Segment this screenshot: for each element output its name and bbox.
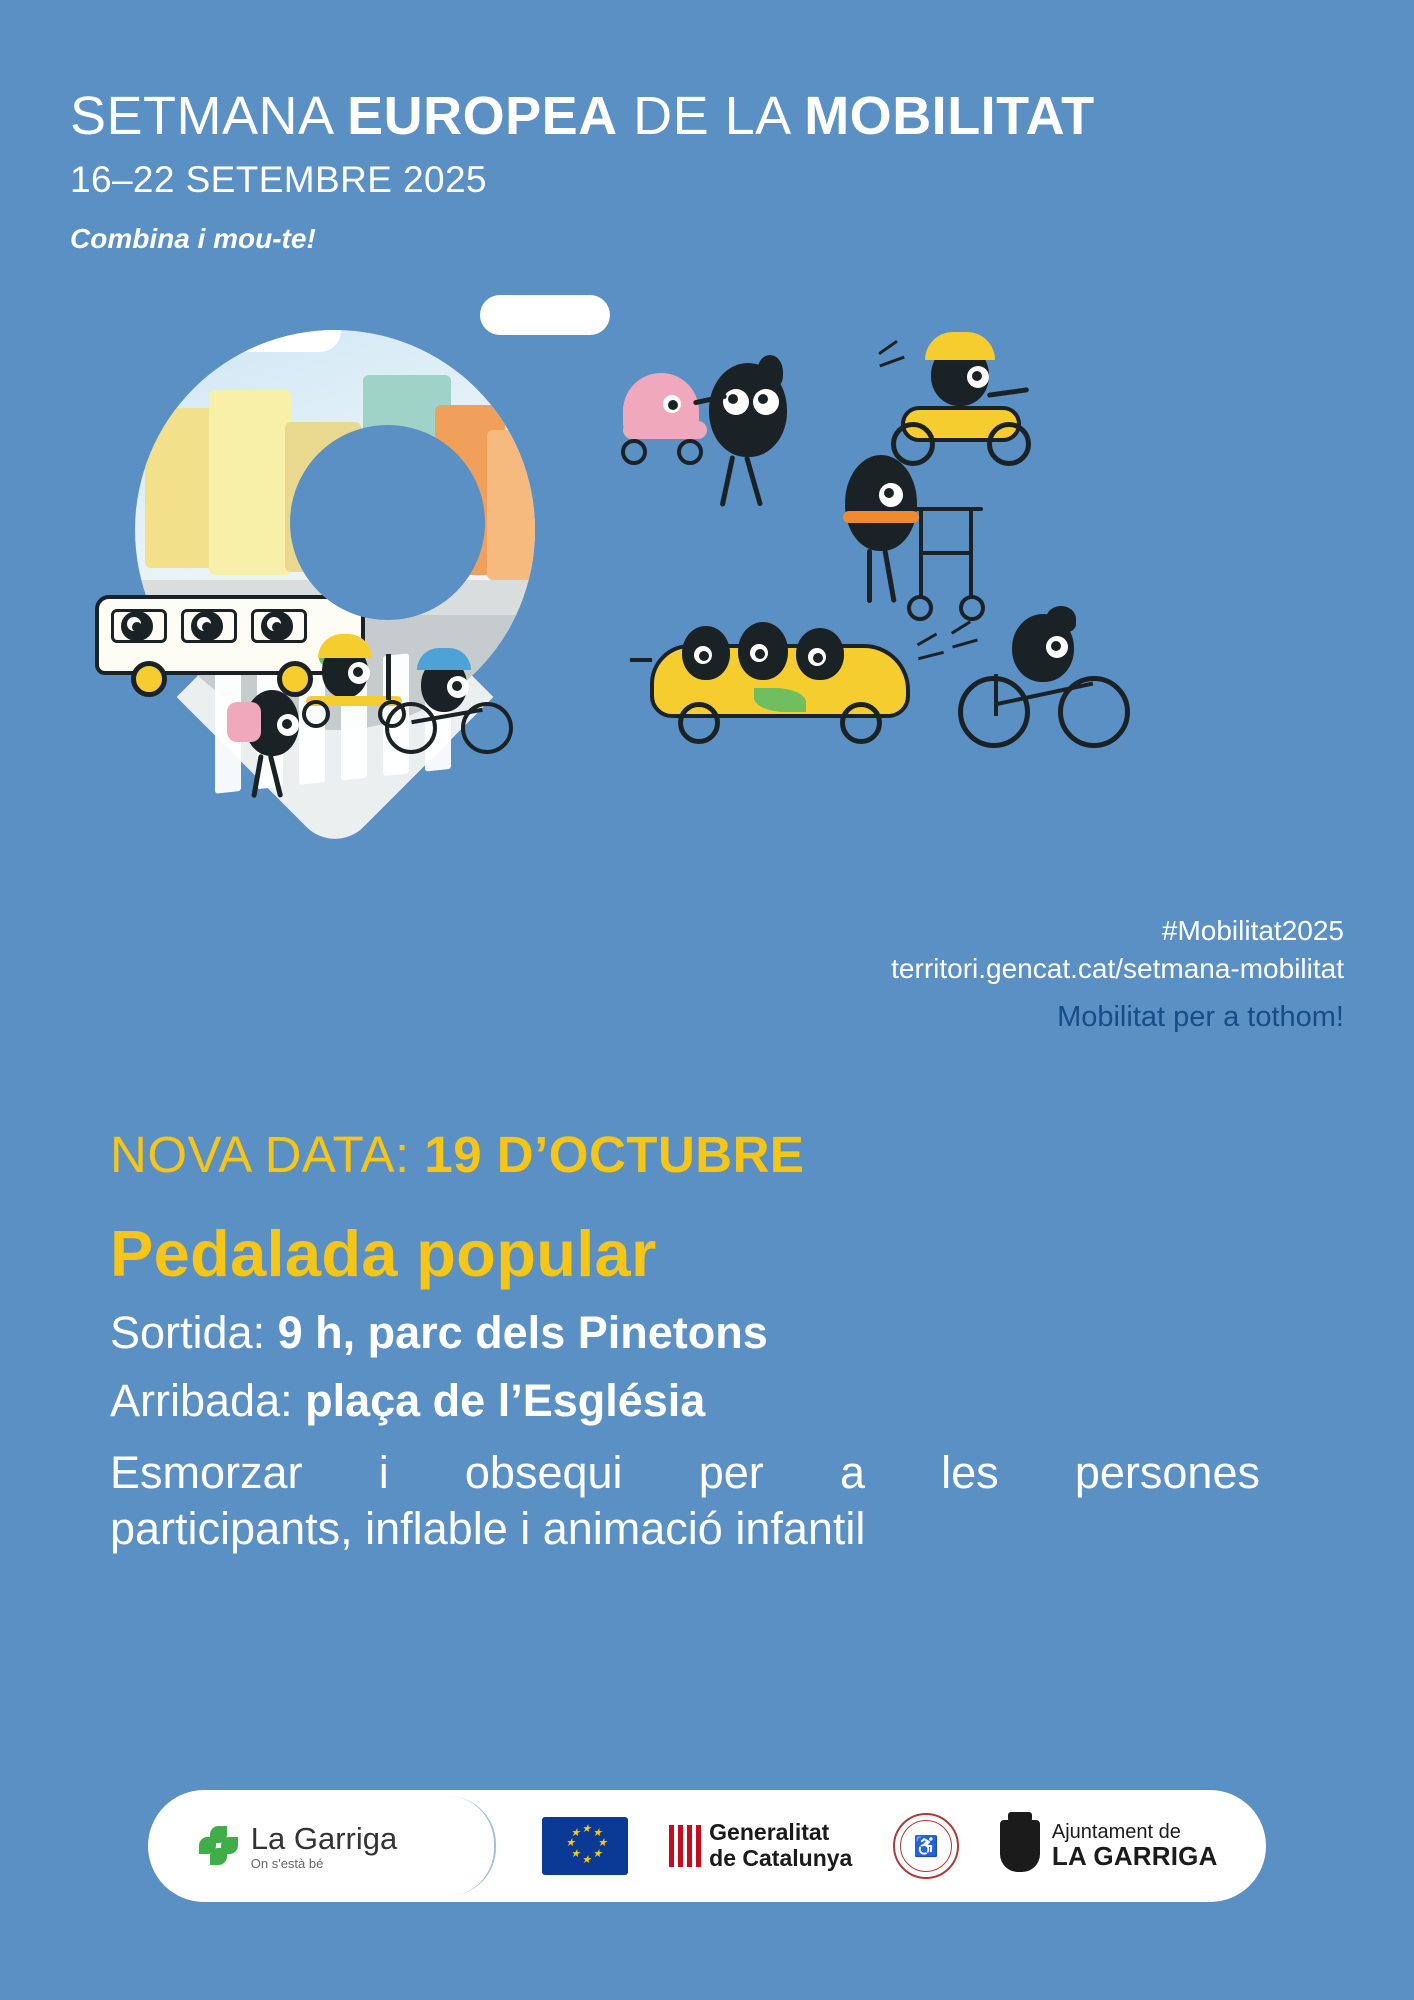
title-part-4: MOBILITAT [804, 86, 1095, 146]
campaign-url[interactable]: territori.gencat.cat/setmana-mobilitat [891, 953, 1344, 984]
event-details [110, 1125, 1310, 1558]
campaign-slogan: Combina i mou-te! [70, 222, 316, 254]
generalitat-logo [669, 1820, 852, 1872]
eu-flag-icon: ★ ★ ★ ★ ★ ★ ★ ★ [542, 1817, 628, 1875]
generalitat-line-1: Generalitat [709, 1819, 830, 1846]
event-note-line-1: Esmorzar i obsequi per a les persones [110, 1447, 1260, 1498]
title-part-1: SETMANA [70, 86, 348, 146]
cloud-icon [221, 330, 341, 352]
generalitat-line-2: de Catalunya [709, 1845, 853, 1871]
new-date-label: NOVA DATA: [110, 1126, 425, 1183]
building-block [209, 390, 291, 575]
ajuntament-line-2: LA GARRIGA [1051, 1840, 1218, 1871]
rollator-user-icon [835, 455, 1005, 635]
start-label: Sortida: [110, 1307, 278, 1358]
title-part-3: DE LA [617, 86, 805, 146]
start-line [110, 1307, 1310, 1359]
campaign-claim: Mobilitat per a tothom! [1057, 1001, 1344, 1033]
bicycle-rider-icon [950, 610, 1150, 760]
end-label: Arribada: [110, 1375, 306, 1426]
logo-divider [448, 1790, 494, 1902]
pedestrian-icon [215, 680, 345, 810]
pram-walker-icon [605, 355, 825, 515]
event-note-line-2: participants, inflable i animació infantil [110, 1503, 866, 1555]
cloud-icon [480, 295, 610, 335]
generalitat-mark-icon [669, 1825, 699, 1867]
coat-of-arms-icon [1000, 1820, 1040, 1872]
map-pin-hole [290, 425, 485, 620]
page-title [70, 88, 1350, 145]
seal-glyph: ♿ [913, 1835, 939, 1858]
start-value: 9 h, parc dels Pinetons [277, 1307, 768, 1358]
campaign-meta [891, 915, 1344, 1034]
end-line [110, 1375, 1310, 1427]
lagarriga-tagline: On s'està bé [250, 1855, 324, 1871]
poster-header [70, 88, 1350, 255]
lagarriga-logo [148, 1820, 448, 1871]
cyclist-icon [385, 640, 535, 760]
end-value: plaça de l’Església [305, 1375, 706, 1426]
map-pin-icon [85, 330, 585, 900]
lagarriga-name: La Garriga [250, 1820, 398, 1856]
event-note [110, 1445, 1260, 1558]
building-block [145, 408, 215, 568]
new-date-line [110, 1125, 1310, 1184]
building-block [487, 430, 535, 580]
ajuntament-logo [1000, 1820, 1218, 1872]
title-part-2: EUROPEA [347, 86, 618, 146]
event-dates: 16–22 SETEMBRE 2025 [70, 158, 487, 200]
ajuntament-line-1: Ajuntament de [1051, 1820, 1181, 1843]
new-date-value: 19 D’OCTUBRE [424, 1126, 805, 1183]
illustration [60, 330, 1360, 910]
flower-icon [199, 1826, 239, 1866]
mobility-seal-icon [893, 1813, 959, 1879]
hashtag: #Mobilitat2025 [1161, 915, 1344, 946]
map-pin-illustration [85, 330, 605, 930]
logo-bar [148, 1790, 1266, 1902]
electric-car-icon [630, 610, 960, 760]
event-title: Pedalada popular [110, 1217, 657, 1290]
